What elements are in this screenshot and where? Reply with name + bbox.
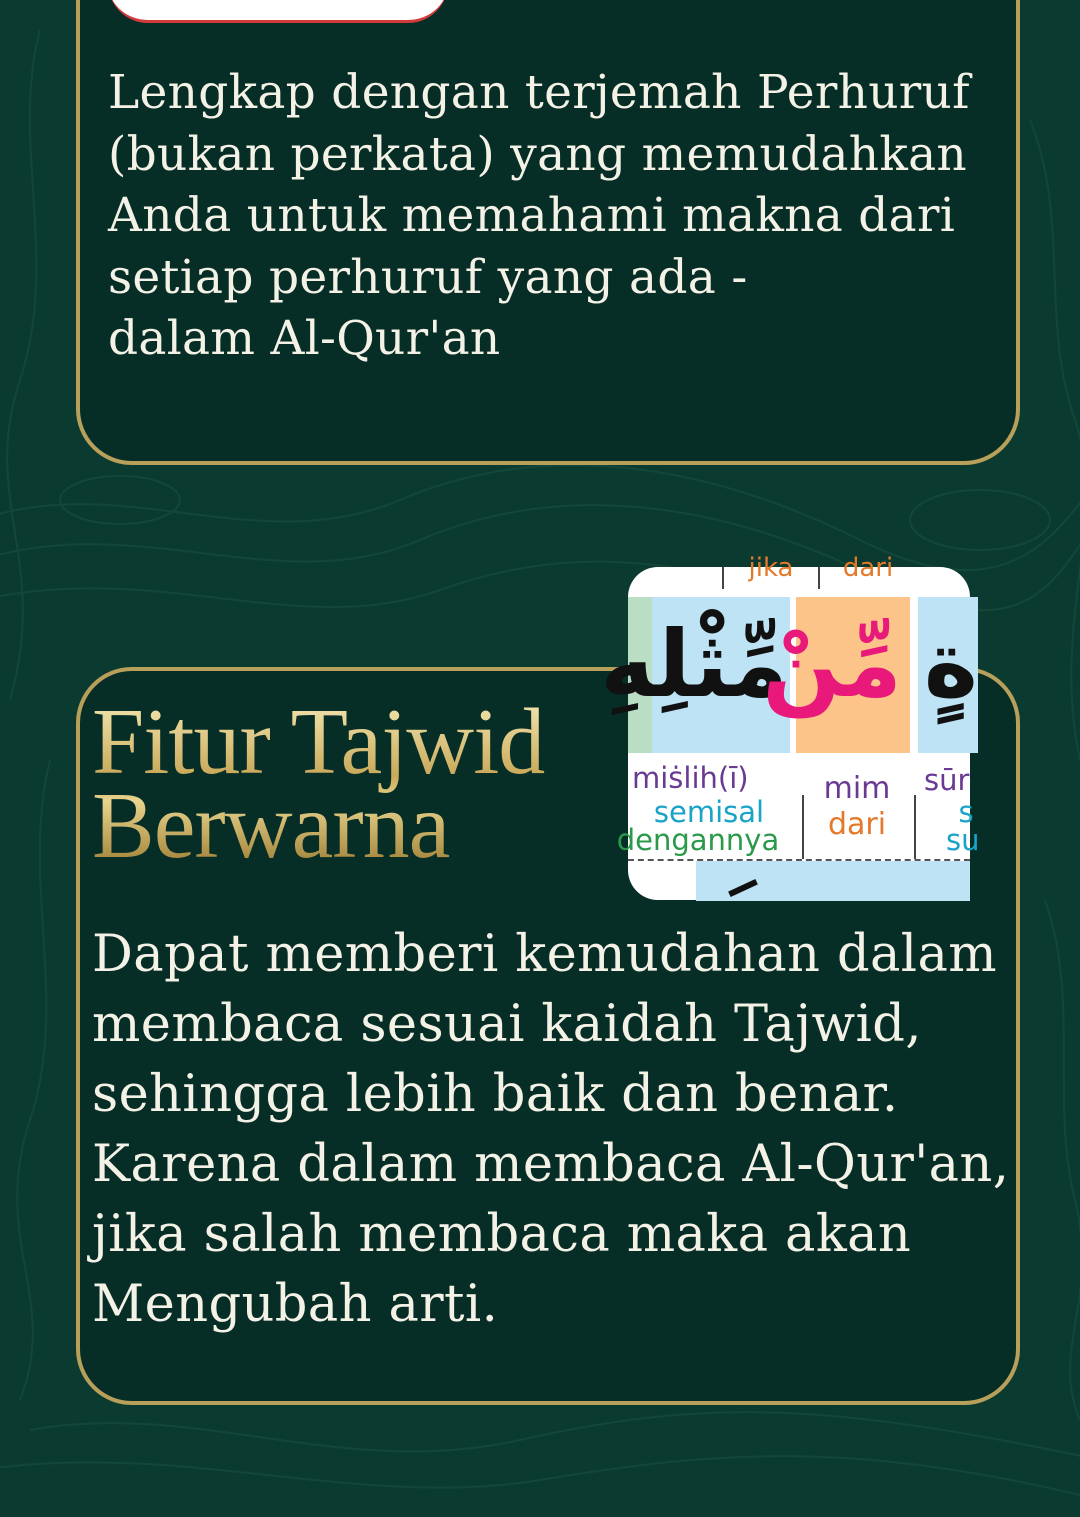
meaning-1: semisal [653, 795, 765, 829]
arabic-word-2: مِّنْ [762, 611, 902, 718]
meaning-3b: su [946, 823, 980, 857]
top-label-dari: dari [842, 553, 894, 583]
translit-1: miṡlih(ī) [632, 761, 749, 795]
bottom-cell-blue [696, 861, 970, 901]
arabic-word-1: مِّثْلِهِ [600, 611, 788, 718]
arabic-word-3: ةٍ [923, 611, 978, 718]
meaning-2: dari [827, 807, 887, 842]
translation-feature-description: Lengkap dengan terjemah Perhuruf (bukan perkata) yang memudahkan Anda untuk memahami makna dari setiap perhuruf yang ada - dalam Al-Qur'an [108, 65, 970, 366]
meaning-1b: dengannya [616, 823, 780, 857]
tajwid-preview-image [600, 553, 980, 900]
feature-description: Dapat memberi kemudahan dalam membaca sesuai kaidah Tajwid, sehingga lebih baik dan benar. Karena dalam membaca Al-Qur'an, jika salah membaca maka akan Mengubah arti. [92, 925, 1010, 1334]
top-label-jika: jika [748, 553, 794, 583]
feature-title: Fitur Tajwid Berwarna [92, 700, 632, 868]
meaning-3: s [958, 795, 974, 829]
translit-3: sūr [924, 763, 970, 797]
translation-preview-image [108, 0, 448, 23]
translit-2: mim [823, 771, 891, 806]
